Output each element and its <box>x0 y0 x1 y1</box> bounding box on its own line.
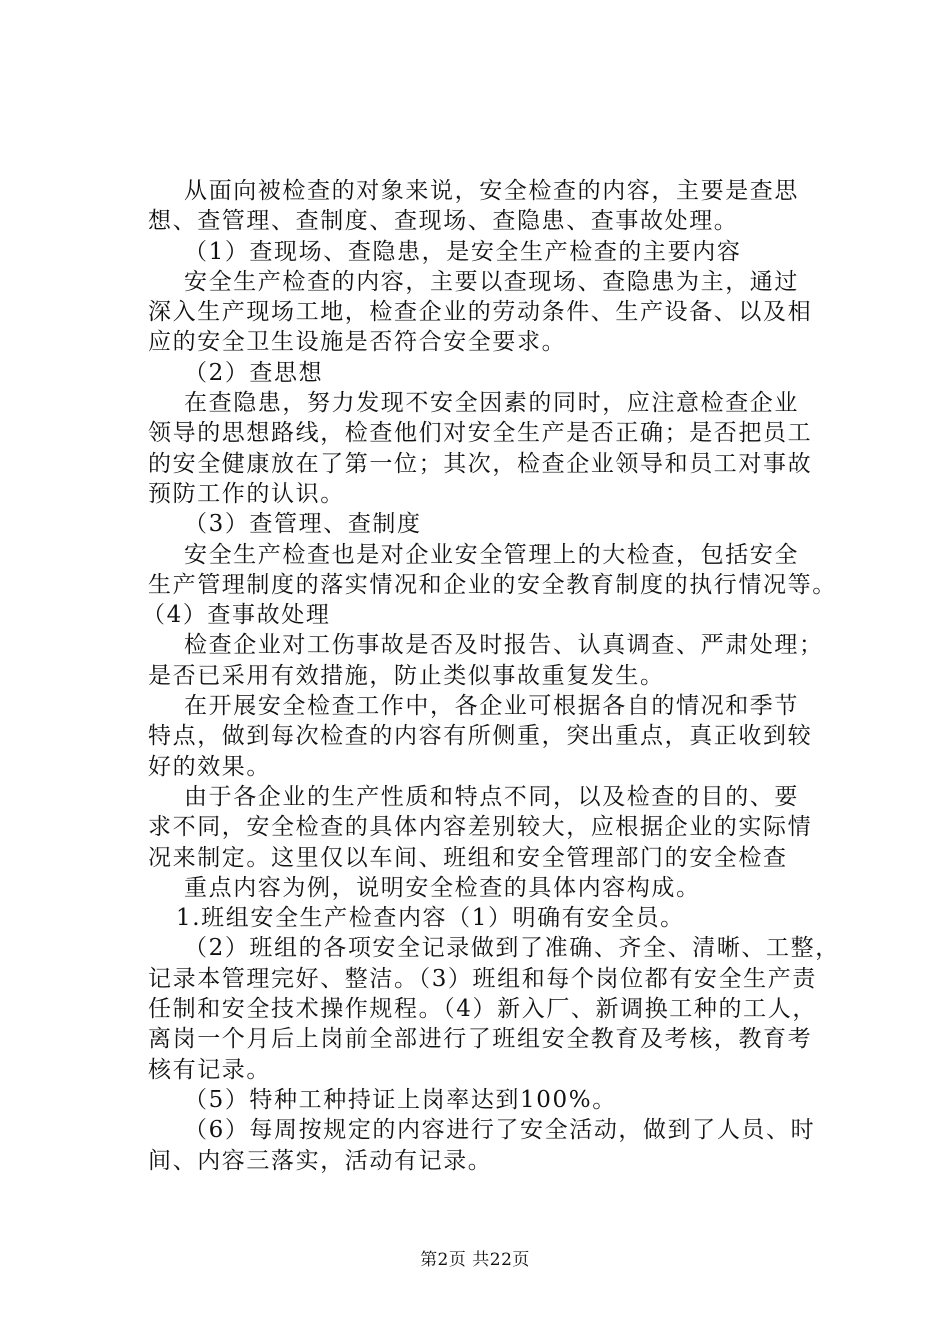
paragraph-line: 预防工作的认识。 <box>148 480 345 507</box>
paragraph-line: 由于各企业的生产性质和特点不同，以及检查的目的、要 <box>184 783 799 810</box>
paragraph-line: 应的安全卫生设施是否符合安全要求。 <box>148 329 567 356</box>
paragraph-line: 安全生产检查的内容，主要以查现场、查隐患为主，通过 <box>184 268 799 295</box>
paragraph-line: （2）班组的各项安全记录做到了准确、齐全、清晰、工整， <box>184 935 840 962</box>
section-heading: （3）查管理、查制度 <box>184 511 422 538</box>
section-heading: （1）查现场、查隐患，是安全生产检查的主要内容 <box>184 238 742 265</box>
paragraph-line: 间、内容三落实，活动有记录。 <box>148 1147 493 1174</box>
page-number-footer: 第2页 共22页 <box>420 1250 530 1270</box>
paragraph-line: （5）特种工种持证上岗率达到100%。 <box>184 1086 617 1113</box>
paragraph-line: 在查隐患，努力发现不安全因素的同时，应注意检查企业 <box>184 390 799 417</box>
paragraph-line: 深入生产现场工地，检查企业的劳动条件、生产设备、以及相 <box>148 299 813 326</box>
paragraph-line: 安全生产检查也是对企业安全管理上的大检查，包括安全 <box>184 541 799 568</box>
paragraph-line: 生产管理制度的落实情况和企业的安全教育制度的执行情况等。 <box>148 571 837 598</box>
paragraph-line: 领导的思想路线，检查他们对安全生产是否正确；是否把员工 <box>148 420 813 447</box>
paragraph-line: 重点内容为例，说明安全检查的具体内容构成。 <box>184 874 701 901</box>
paragraph-line: 核有记录。 <box>148 1056 271 1083</box>
paragraph-line: 记录本管理完好、整洁。（3）班组和每个岗位都有安全生产责 <box>148 965 817 992</box>
paragraph-line: 况来制定。这里仅以车间、班组和安全管理部门的安全检查 <box>148 844 788 871</box>
paragraph-line: 任制和安全技术操作规程。（4）新入厂、新调换工种的工人， <box>148 996 817 1023</box>
paragraph-line: 从面向被检查的对象来说，安全检查的内容，主要是查思 <box>184 178 799 204</box>
document-body <box>142 176 848 1176</box>
paragraph-line: （6）每周按规定的内容进行了安全活动，做到了人员、时 <box>184 1117 816 1144</box>
paragraph-line: 离岗一个月后上岗前全部进行了班组安全教育及考核，教育考 <box>148 1026 813 1053</box>
paragraph-line: 检查企业对工伤事故是否及时报告、认真调查、严肃处理； <box>184 632 824 659</box>
paragraph-line: 求不同，安全检查的具体内容差别较大，应根据企业的实际情 <box>148 814 813 841</box>
paragraph-line: 的安全健康放在了第一位；其次，检查企业领导和员工对事故 <box>148 450 813 477</box>
paragraph-line: 是否已采用有效措施，防止类似事故重复发生。 <box>148 662 665 689</box>
section-heading: 1.班组安全生产检查内容（1）明确有安全员。 <box>176 905 685 932</box>
paragraph-line: 想、查管理、查制度、查现场、查隐患、查事故处理。 <box>148 208 739 235</box>
paragraph-line: 特点，做到每次检查的内容有所侧重，突出重点，真正收到较 <box>148 723 813 750</box>
section-heading: （2）查思想 <box>184 359 324 386</box>
section-heading: （4）查事故处理 <box>142 602 331 629</box>
paragraph-line: 好的效果。 <box>148 753 271 780</box>
paragraph-line: 在开展安全检查工作中，各企业可根据各自的情况和季节 <box>184 693 799 720</box>
